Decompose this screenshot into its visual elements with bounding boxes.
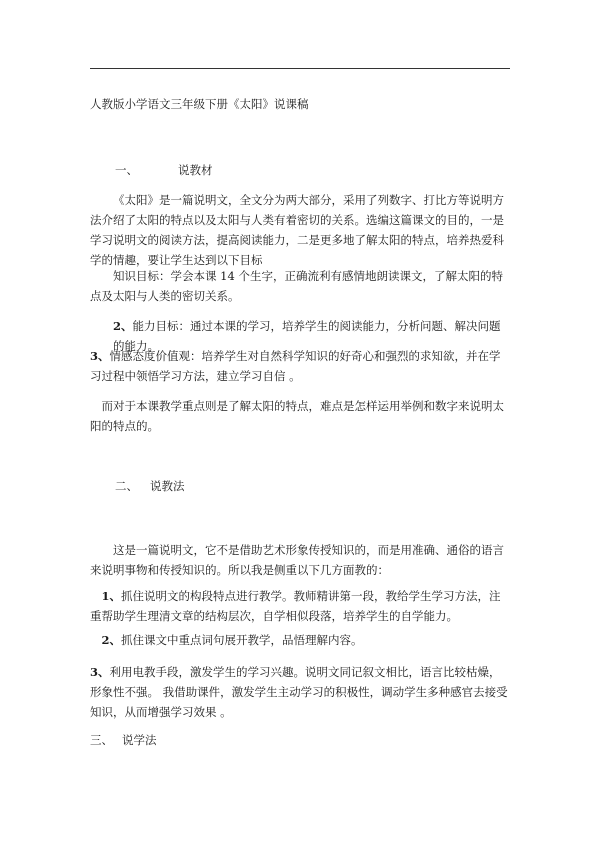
section1-goal-knowledge: 知识目标：学会本课 14 个生字，正确流利有感情地朗读课文，了解太阳的特点及太阳与人类的密切关系。	[90, 269, 503, 303]
section1-number: 一、	[115, 163, 138, 177]
section2-item3	[90, 662, 510, 722]
item2-text: 抓住课文中重点词句展开教学，品悟理解内容。	[121, 633, 363, 647]
section2-item2	[90, 630, 510, 650]
section1-focus: 而对于本课教学重点则是了解太阳的特点，难点是怎样运用举例和数字来说明太阳的特点的。	[90, 399, 504, 433]
section2-heading: 说教法	[150, 479, 185, 493]
section1-heading: 说教材	[178, 163, 213, 177]
section2-item1	[90, 586, 510, 626]
section3-heading: 说学法	[122, 733, 157, 747]
item3-number: 3、	[90, 665, 110, 679]
section2-number: 二、	[115, 479, 138, 493]
item3-text: 利用电教手段，激发学生的学习兴趣。说明文同记叙文相比，语言比较枯燥，形象性不强。 我借助课件，激发学生主动学习的积极性，调动学生多种感官去接受知识，从而增强学习效果 。	[90, 665, 508, 719]
document-title: 人教版小学语文三年级下册《太阳》说课稿	[90, 97, 309, 111]
goal-emotion-number: 3、	[90, 349, 110, 363]
section3-number: 三、	[90, 733, 113, 747]
header-rule	[90, 68, 510, 69]
goal-emotion-text: 情感态度价值观：培养学生对自然科学知识的好奇心和强烈的求知欲，并在学习过程中领悟学习方法，建立学习自信 。	[90, 349, 501, 383]
section1-intro: 《太阳》是一篇说明文，全文分为两大部分，采用了列数字、打比方等说明方法介绍了太阳的特点以及太阳与人类有着密切的关系。选编这篇课文的目的，一是学习说明文的阅读方法，提高阅读能力，二是更多地了解太阳的特点，培养热爱科学的情趣，要让学生达到以下目标	[90, 193, 504, 267]
section2-intro: 这是一篇说明文，它不是借助艺术形象传授知识的，而是用准确、通俗的语言来说明事物和传授知识的。所以我是侧重以下几方面教的：	[90, 543, 504, 577]
section1-goal-emotion	[90, 346, 510, 386]
item1-number: 1、	[101, 589, 122, 603]
goal-ability-text: 能力目标：通过本课的学习，培养学生的阅读能力，分析问题、解决问题的能力。	[113, 319, 501, 353]
goal-ability-number: 2、	[113, 319, 133, 333]
item1-text: 抓住说明文的构段特点进行教学。教师精讲第一段，教给学生学习方法，注重帮助学生理清文章的结构层次，自学相似段落，培养学生的自学能力。	[90, 589, 501, 623]
item2-number: 2、	[101, 633, 122, 647]
